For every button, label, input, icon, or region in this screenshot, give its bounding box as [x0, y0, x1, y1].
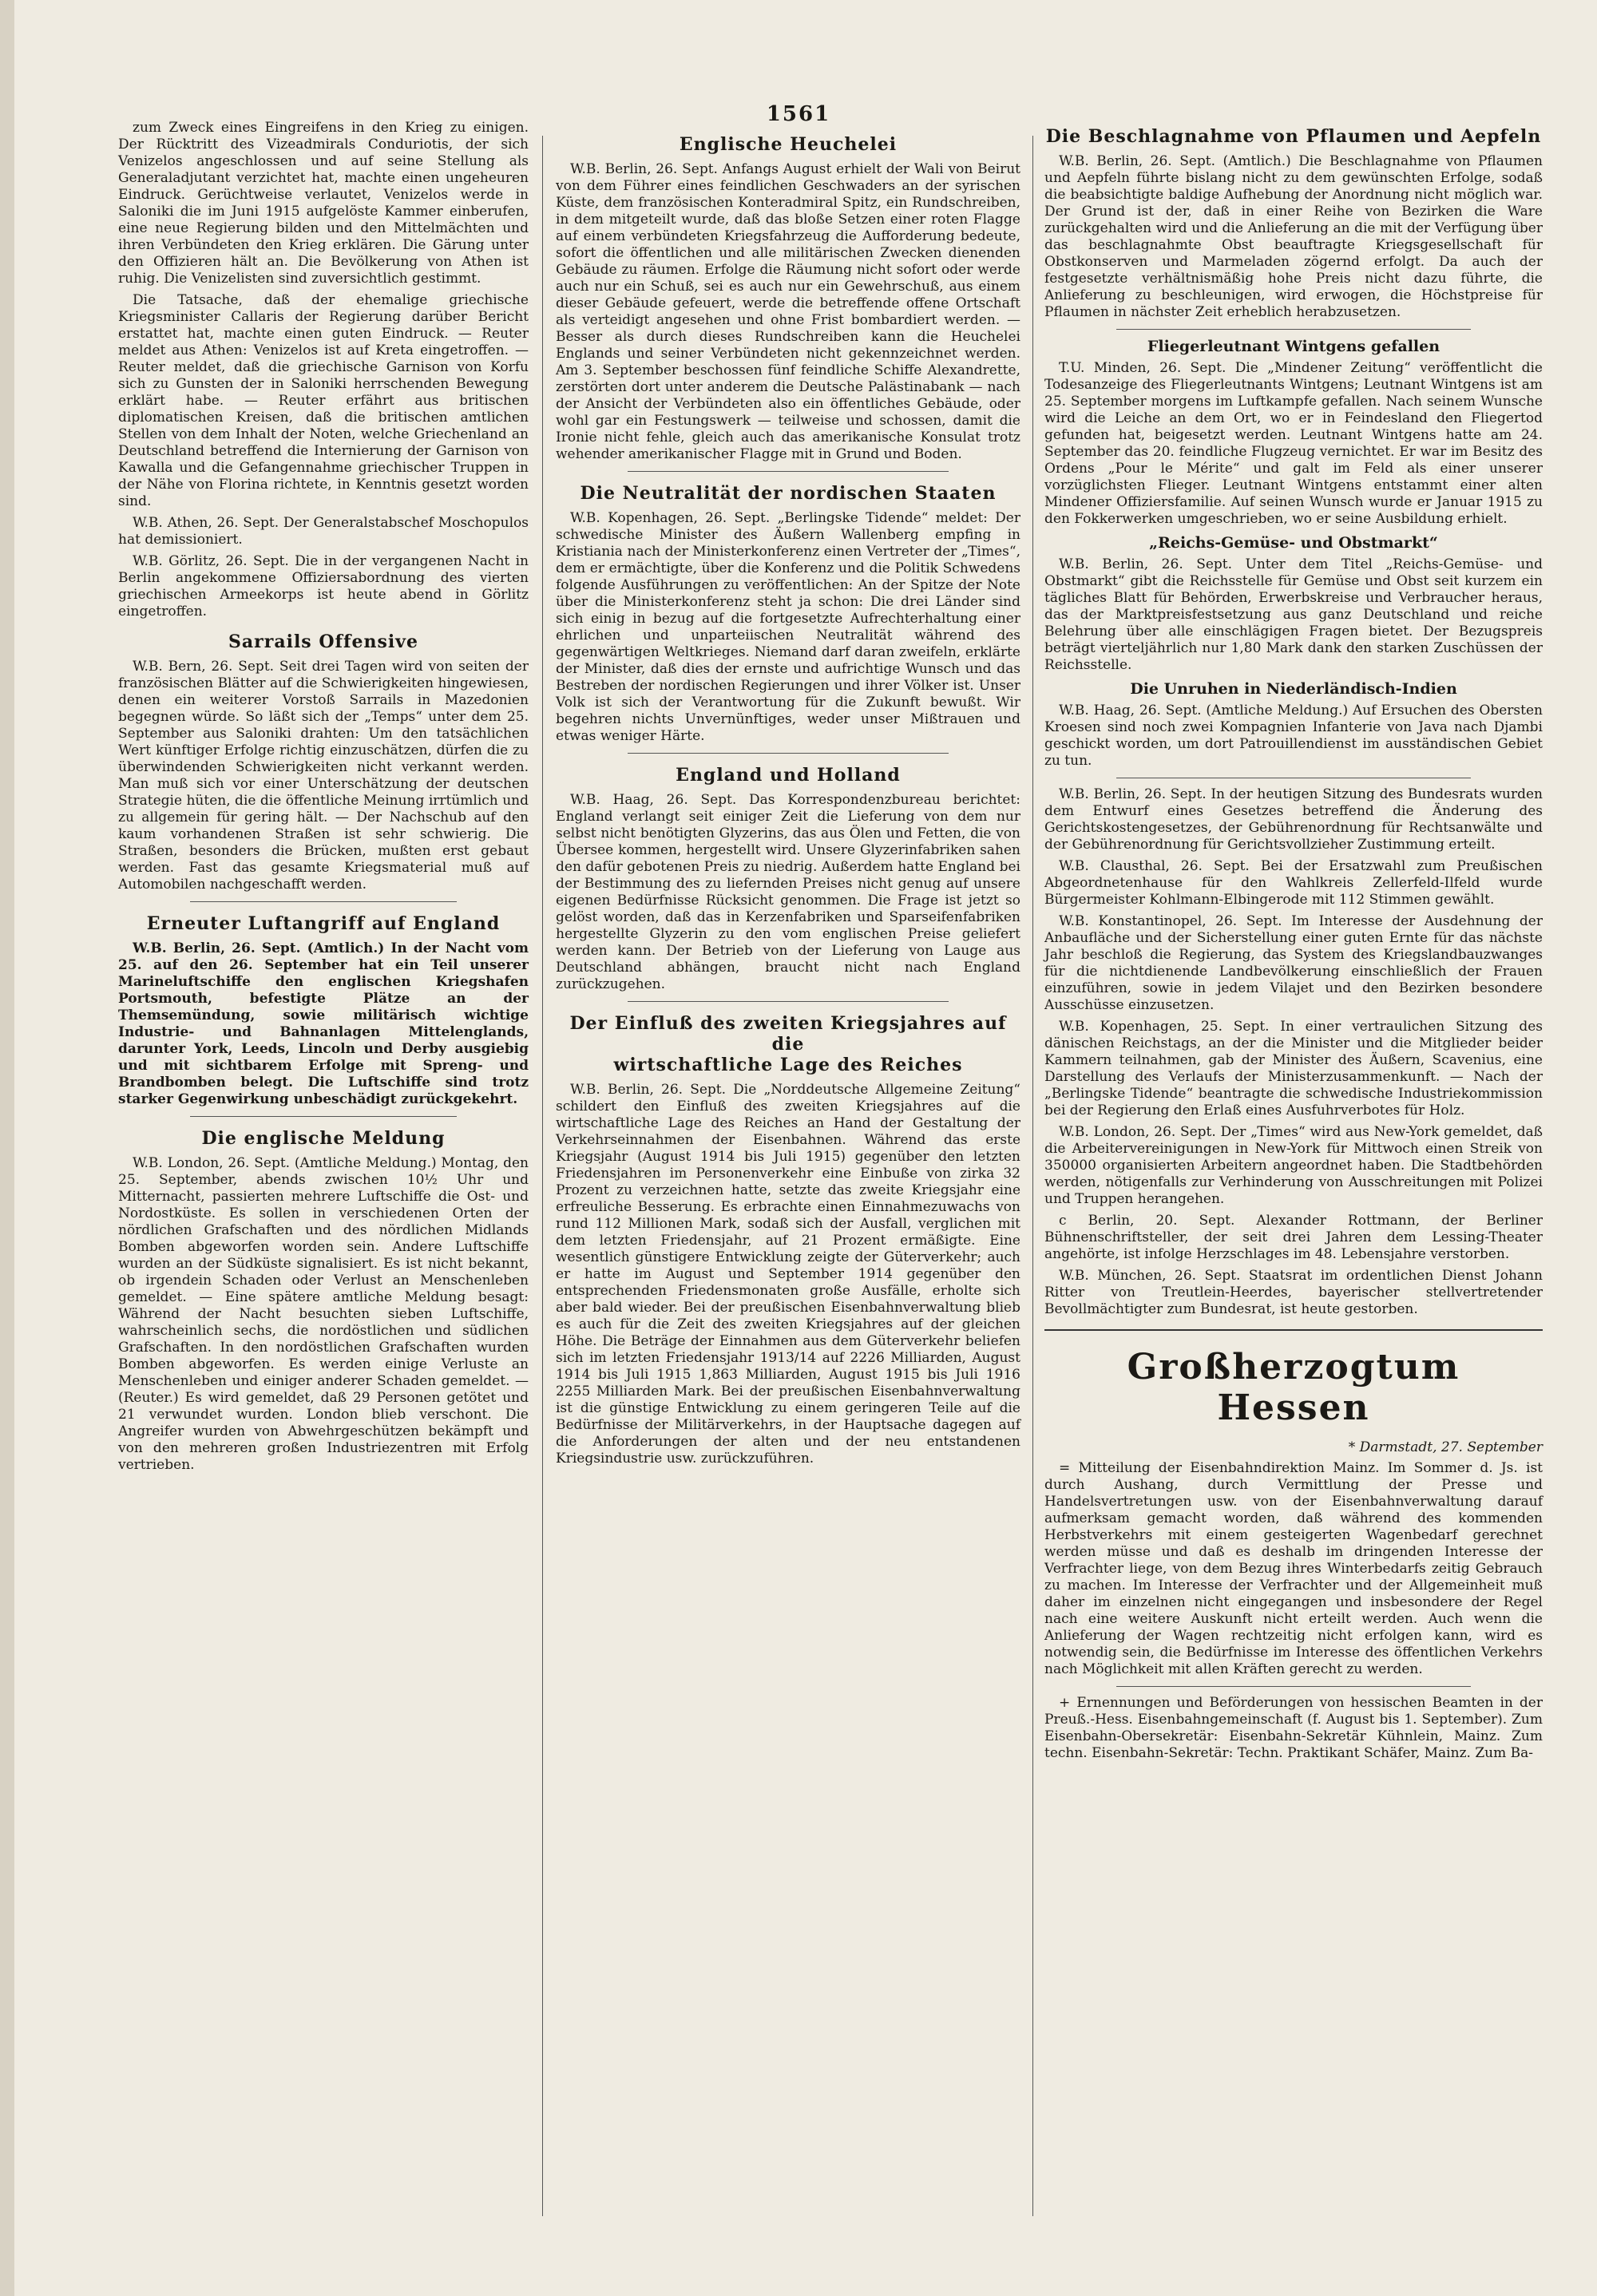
news-item: c Berlin, 20. Sept. Alexander Rottmann, der Berliner Bühnenschriftsteller, der seit drei Jahren dem Lessing-Theater angehörte, ist infolge Herzschlages im 48. Lebensjahre verstorben.	[1044, 1213, 1543, 1262]
headline-unruhen: Die Unruhen in Niederländisch-Indien	[1130, 680, 1457, 698]
article-text: W.B. Haag, 26. Sept. Das Korrespondenzbureau berichtet: England verlangt seit einiger Zeit die Lieferung von dem nur selbst nicht benötigten Glyzerins, das aus Ölen und Fetten, die von Übersee kommen, hergestellt wird. Unsere Glyzerinfabriken sahen den dafür gebotenen Preis zu niedrig. Außerdem hatte England bei der Bestimmung des zu liefernden Preises nicht genug auf unsere eigenen Bedürfnisse Rücksicht genommen. Die Frage ist jetzt so gelöst worden, daß das in Kerzenfabriken und Sparseifenfabriken hergestellte Glyzerin zu den vom englischen Preise geliefert werden kann. Der Betrieb von der Lieferung von Lauge aus Deutschland abhängen, braucht nicht nach England zurückzugehen.	[556, 792, 1020, 992]
separator	[628, 471, 949, 472]
separator	[628, 1001, 949, 1002]
headline-pflaumen: Die Beschlagnahme von Pflaumen und Aepfeln	[1045, 126, 1542, 147]
separator	[190, 1116, 457, 1117]
article-text: W.B. Berlin, 26. Sept. (Amtlich.) Die Beschlagnahme von Pflaumen und Aepfeln führte bislang nicht zu dem gewünschten Erfolge, sodaß die beabsichtigte baldige Aufhebung der Anordnung nicht möglich war. Der Grund ist der, daß in einer Reihe von Bezirken die Ware zurückgehalten wird und die Anlieferung an die mit der Verfügung über das beschlagnahmte Obst beauftragte Kriegsgesellschaft für Obstkonserven und Marmeladen zögernd erfolgt. Da auch der festgesetzte verhältnismäßig hohe Preis nicht dazu führte, die Anlieferung zu beschleunigen, wird erwogen, die Höchstpreise für Pflaumen in nächster Zeit erheblich herabzusetzen.	[1044, 153, 1543, 320]
article-text: T.U. Minden, 26. Sept. Die „Mindener Zeitung“ veröffentlicht die Todesanzeige des Fliegerleutnants Wintgens; Leutnant Wintgens ist am 25. September morgens im Luftkampfe gefallen. Nach seinem Wunsche wird die Leiche an dem Ort, wo er in Feindesland den Fliegertod gefunden hat, beigesetzt werden. Leutnant Wintgens hatte am 24. September das 20. feindliche Flugzeug vernichtet. Er war im Besitz des Ordens „Pour le Mérite“ und galt im Feld als einer unserer vorzüglichsten Flieger. Leutnant Wintgens entstammt einer alten Mindener Offiziersfamilie. Auf seinen Wunsch wurde er Januar 1915 zu den Fokkerwerken umgeschrieben, wo er seine Ausbildung erhielt.	[1044, 360, 1543, 527]
separator	[1116, 329, 1471, 330]
dateline: * Darmstadt, 27. September	[1348, 1439, 1543, 1455]
article-text: W.B. Bern, 26. Sept. Seit drei Tagen wird von seiten der französischen Blätter auf die Schwierigkeiten hingewiesen, denen ein weiterer Vorstoß Sarrails in Mazedonien begegnen würde. So läßt sich der „Temps“ unter dem 25. September aus Saloniki drahten: Um den tatsächlichen Wert künftiger Erfolge richtig einzuschätzen, dürfen die zu überwindenden Schwierigkeiten nicht verkannt werden. Man muß sich vor einer Unterschätzung der deutschen Strategie hüten, die die öffentliche Meinung irrtümlich und zu allgemein für gering hält. — Der Nachschub auf den kaum vorhandenen Straßen ist sehr schwierig. Die Straßen, besonders die Brücken, mußten erst gebaut werden. Fast das gesamte Kriegsmaterial muß auf Automobilen nachgeschafft werden.	[118, 659, 529, 893]
column-rule	[542, 136, 543, 2216]
article-text: W.B. Berlin, 26. Sept. Unter dem Titel „Reichs-Gemüse- und Obstmarkt“ gibt die Reichsstelle für Gemüse und Obst seit kurzem ein tägliches Blatt für Behörden, Erwerbskreise und Verbraucher heraus, das der Marktpreisfestsetzung aus ganz Deutschland und reiche Belehrung über alle einschlägigen Fragen bietet. Der Bezugspreis beträgt vierteljährlich nur 1,80 Mark dank den starken Zuschüssen der Reichsstelle.	[1044, 556, 1543, 673]
headline-luftangriff: Erneuter Luftangriff auf England	[146, 913, 501, 934]
news-item: W.B. Konstantinopel, 26. Sept. Im Interesse der Ausdehnung der Anbaufläche und der Sicherstellung einer guten Ernte für das nächste Jahr beschloß die Regierung, das System des Kriegslandbauzwanges für die nichtdienende Landbevölkerung einschließlich der Frauen einzuführen, sowie in jedem Vilajet und den Bezirken besondere Ausschüsse einzusetzen.	[1044, 913, 1543, 1013]
page-edge	[0, 0, 14, 2296]
article-text: zum Zweck eines Eingreifens in den Krieg zu einigen. Der Rücktritt des Vizeadmirals Condurioti​s, der sich Venizelos angeschlossen und auf seine Stellung als Generaladjutant verzichtet hat, machte einen ungeheuren Eindruck. Gerüchtweise verlautet, Venizelos werde in Saloniki die im Juni 1915 aufgelöste Kammer einberufen, eine neue Regierung bilden und den Mittelmächten und ihren Verbündeten den Krieg erklären. Die Gärung unter den Offizieren hält an. Die Bevölkerung von Athen ist ruhig. Die Venizelisten sind zuversichtlich gestimmt.	[118, 120, 529, 287]
headline-neutralitaet: Die Neutralität der nordischen Staaten	[580, 483, 997, 504]
headline-einfluss	[556, 1013, 1020, 1075]
column-1	[112, 120, 535, 2220]
news-item: W.B. München, 26. Sept. Staatsrat im ordentlichen Dienst Johann Ritter von Treutlein-Heerdes, bayerischer stellvertretender Bevollmächtigter zum Bundesrat, ist heute gestorben.	[1044, 1268, 1543, 1317]
separator	[190, 901, 457, 902]
news-item: W.B. London, 26. Sept. Der „Times“ wird aus New-York gemeldet, daß die Arbeitervereinigungen in New-York für Mittwoch einen Streik von 350000 organisierten Arbeitern angeordnet haben. Die Stadtbehörden werden, nötigenfalls zur Verhinderung von Ausschreitungen mit Polizei und Truppen herangehen.	[1044, 1124, 1543, 1207]
article-text: W.B. Kopenhagen, 26. Sept. „Berlingske Tidende“ meldet: Der schwedische Minister des Äußern Wallenberg empfing in Kristiania nach der Ministerkonferenz einen Vertreter der „Times“, dem er ermächtigte, über die Konferenz und die Politik Schwedens folgende Ausführungen zu veröffentlichen: An der Spitze der Note über die Ministerkonferenz steht ja schon: Die drei Länder sind sich einig in bezug auf die fortgesetzte Aufrechterhaltung einer ehrlichen und unparteiischen Neutralität während des gegenwärtigen Weltkrieges. Niemand darf daran zweifeln, erklärte der Minister, daß dies der ernste und aufrichtige Wunsch und das Bestreben der nordischen Regierungen und ihrer Völker ist. Unser Volk ist sich der Verantwortung für die Zukunft bewußt. Wir begehren nichts Unvernünftiges, weder unser Mißtrauen und etwas weniger Härte.	[556, 510, 1020, 744]
article-text: W.B. Haag, 26. Sept. (Amtliche Meldung.) Auf Ersuchen des Obersten Kroesen sind noch zwei Kompagnien Infanterie von Java nach Djambi geschickt worden, um dort Patrouillendienst im ausständischen Gebiet zu tun.	[1044, 703, 1543, 769]
headline-wintgens: Fliegerleutnant Wintgens gefallen	[1147, 338, 1440, 355]
column-3	[1038, 120, 1549, 2220]
news-item: W.B. Görlitz, 26. Sept. Die in der vergangenen Nacht in Berlin angekommene Offiziersabordnung des vierten griechischen Armeekorps ist heute abend in Görlitz eingetroffen.	[118, 553, 529, 620]
news-item: W.B. Kopenhagen, 25. Sept. In einer vertraulichen Sitzung des dänischen Reichstags, an der die Minister und die Mitglieder beider Kammern teilnahmen, gab der Minister des Äußern, Scavenius, eine Darstellung des Verlaufs der Ministerzusammenkunft. — Nach der „Berlingske Tidende“ beantragte die schwedische Industriekommission bei der Regierung den Erlaß eines Ausfuhrverbotes für Holz.	[1044, 1019, 1543, 1118]
headline-holland: England und Holland	[676, 765, 901, 786]
separator	[1116, 1686, 1471, 1687]
headline-line: wirtschaftliche Lage des Reiches	[613, 1055, 963, 1075]
separator	[628, 753, 949, 754]
headline-line: Der Einfluß des zweiten Kriegsjahres auf die	[569, 1013, 1007, 1055]
article-text: + Ernennungen und Beförderungen von hessischen Beamten in der Preuß.-Hess. Eisenbahngemeinschaft (f. August bis 1. September). Zum Eisenbahn-Obersekretär: Eisenbahn-Sekretär Kühnlein, Mainz. Zum techn. Eisenbahn-Sekretär: Techn. Praktikant Schäfer, Mainz. Zum Ba‑	[1044, 1695, 1543, 1761]
section-title-hessen: Großherzogtum Hessen	[1127, 1347, 1460, 1428]
news-item: W.B. Clausthal, 26. Sept. Bei der Ersatzwahl zum Preußischen Abgeordnetenhause für den Wahlkreis Zellerfeld-Ilfeld wurde Bürgermeister Kohlmann-Elbingerode mit 112 Stimmen gewählt.	[1044, 858, 1543, 908]
page-number: 1561	[766, 102, 831, 126]
column-rule	[1032, 136, 1033, 2216]
article-text: W.B. Berlin, 26. Sept. Die „Norddeutsche Allgemeine Zeitung“ schildert den Einfluß des zweiten Kriegsjahres auf die wirtschaftliche Lage des Reiches an Hand der Gestaltung der Verkehrseinnahmen der Eisenbahnen. Während das erste Kriegsjahr (August 1914 bis Juli 1915) gegenüber den letzten Friedensjahren im Personenverkehr eine Einbuße von zirka 32 Prozent zu verzeichnen hatte, setzte das zweite Kriegsjahr eine erfreuliche Besserung. Es erbrachte einen Einnahmezuwachs von rund 112 Millionen Mark, sodaß sich der Ausfall, verglichen mit dem letzten Friedensjahr, auf 21 Prozent ermäßigte. Eine wesentlich günstigere Entwicklung zeigte der Güterverkehr; auch er hatte im August und September 1914 gegenüber den entsprechenden Friedensmonaten große Ausfälle, erholte sich aber bald wieder. Bei der preußischen Eisenbahnverwaltung blieb es auch für die Zeit des zweiten Kriegsjahres auf der gleichen Höhe. Die Beträge der Einnahmen aus dem Güterverkehr beliefen sich im letzten Friedensjahr 1913/14 auf 2226 Milliarden, August 1914 bis Juli 1915 1,863 Milliarden, August 1915 bis Juli 1916 2255 Milliarden Mark. Bei der preußischen Eisenbahnverwaltung ist die günstige Entwicklung zu einem geringeren Teile auf die Bedürfnisse der Militärverkehrs, in der Hauptsache dagegen auf die Anforderungen der alten und der neu entstandenen Kriegsindustrie usw. zurückzuführen.	[556, 1082, 1020, 1467]
article-text: W.B. Berlin, 26. Sept. (Amtlich.) In der Nacht vom 25. auf den 26. September hat ein Teil unserer Marineluftschiffe den englischen Kriegshafen Portsmouth, befestigte Plätze an der Themsemündung, sowie militärisch wichtige Industrie- und Bahnanlagen Mittelenglands, darunter York, Leeds, Lincoln und Derby ausgiebig und mit sichtbarem Erfolge mit Spreng- und Brandbomben belegt. Die Luftschiffe sind trotz starker Gegenwirkung unbeschädigt zurückgekehrt.	[118, 940, 529, 1107]
article-text: = Mitteilung der Eisenbahndirektion Mainz. Im Sommer d. Js. ist durch Aushang, durch Vermittlung der Presse und Handelsvertretungen usw. von der Eisenbahnverwaltung darauf aufmerksam gemacht worden, daß während des kommenden Herbstverkehrs mit einem gesteigerten Wagenbedarf gerechnet werden müsse und daß es deshalb im dringenden Interesse der Verfrachter liege, von dem Bezug ihres Winterbedarfs zeitig Gebrauch zu machen. Im Interesse der Verfrachter und der Allgemeinheit muß daher im einzelnen nicht eingegangen und insbesondere der Regel nach eine weitere Auskunft nicht erteilt werden. Auch wenn die Anlieferung der Wagen rechtzeitig nicht erfolgen kann, wird es notwendig sein, die Bedürfnisse im Interesse des öffentlichen Verkehrs nach Möglichkeit mit allen Kräften gerecht zu werden.	[1044, 1460, 1543, 1677]
headline-gemuese: „Reichs-Gemüse- und Obstmarkt“	[1149, 534, 1438, 552]
news-item: W.B. Berlin, 26. Sept. In der heutigen Sitzung des Bundesrats wurden dem Entwurf eines Gesetzes betreffend die Änderung des Gerichtskostengesetzes, der Gebührenordnung für Rechtsanwälte und der Gebührenordnung für Gerichtsvollzieher Zustimmung erteilt.	[1044, 786, 1543, 853]
news-item: W.B. Athen, 26. Sept. Der Generalstabschef Moschopulos hat demissioniert.	[118, 515, 529, 548]
headline-sarrail: Sarrails Offensive	[228, 631, 418, 652]
article-text: W.B. Berlin, 26. Sept. Anfangs August erhielt der Wali von Beirut von dem Führer eines feindlichen Geschwaders an der syrischen Küste, dem französischen Konteradmiral Spitz, ein Rundschreiben, in dem mitgeteilt wurde, daß das bloße Setzen einer roten Flagge auf einem verbündeten Kriegsfahrzeug die Aufforderung bedeute, sofort die öffentlichen und alle militärischen Zwecken dienenden Gebäude zu räumen. Erfolge die Räumung nicht sofort oder werde auch nur ein Schuß, sei es auch nur ein Gewehrschuß, aus einem dieser Gebäude gefeuert, werde die betreffende offene Ortschaft als verteidigt angesehen und ohne Frist bombardiert werden. — Besser als durch dieses Rundschreiben kann die Heuchelei Englands und seiner Verbündeten nicht gekennzeichnet werden. Am 3. September beschossen fünf feindliche Schiffe Alexandrette, zerstörten dort unter anderem die Deutsche Palästinabank — nach der Ansicht der Verbündeten also ein öffentliches Gebäude, oder wohl gar ein Festungswerk — teilweise und schossen, damit die Ironie nicht fehle, gleich auch das amerikanische Konsulat trotz wehender amerikanischer Flagge mit in Grund und Boden.	[556, 161, 1020, 462]
column-2	[549, 120, 1027, 2220]
headline-heuchelei: Englische Heuchelei	[679, 134, 898, 155]
article-text: Die Tatsache, daß der ehemalige griechische Kriegsminister Callaris der Regierung darüber Bericht erstattet hat, machte einen guten Eindruck. — Reuter meldet aus Athen: Venizelos ist auf Kreta eingetroffen. — Reuter meldet, daß die griechische Garnison von Korfu sich zu Gunsten der in Saloniki herrschenden Bewegung erklärt habe. — Reuter erfährt aus britischen diplomatischen Kreisen, daß die britischen amtlichen Stellen von dem Inhalt der Noten, welche Griechenland an Deutschland betreffend die Internierung der Garnison von Kawalla und die Gefangennahme griechischer Truppen in der Nähe von Florina richtete, in Kenntnis gesetzt worden sind.	[118, 292, 529, 509]
article-text: W.B. London, 26. Sept. (Amtliche Meldung.) Montag, den 25. September, abends zwischen 10½ Uhr und Mitternacht, passierten mehrere Luftschiffe die Ost- und Nordostküste. Es sollen in verschiedenen Orten der nördlichen Grafschaften und des nördlichen Midlands Bomben abgeworfen worden sein. Andere Luftschiffe wurden an der Südküste signalisiert. Es ist nicht bekannt, ob irgendein Schaden oder Verlust an Menschenleben gemeldet. — Eine spätere amtliche Meldung besagt: Während der Nacht besuchten sieben Luftschiffe, wahrscheinlich sechs, die nordöstlichen und südlichen Grafschaften. In den nordöstlichen Grafschaften wurden Bomben abgeworfen. Es werden einige Verluste an Menschenleben und einiger anderer Schaden gemeldet. — (Reuter.) Es wird gemeldet, daß 29 Personen getötet und 21 verwundet wurden. London blieb verschont. Die Angreifer wurden von Abwehrgeschützen bekämpft und von den mehreren großen Industriezentren mit Erfolg vertrieben.	[118, 1155, 529, 1473]
section-rule	[1044, 1329, 1543, 1331]
headline-meldung: Die englische Meldung	[201, 1128, 446, 1149]
